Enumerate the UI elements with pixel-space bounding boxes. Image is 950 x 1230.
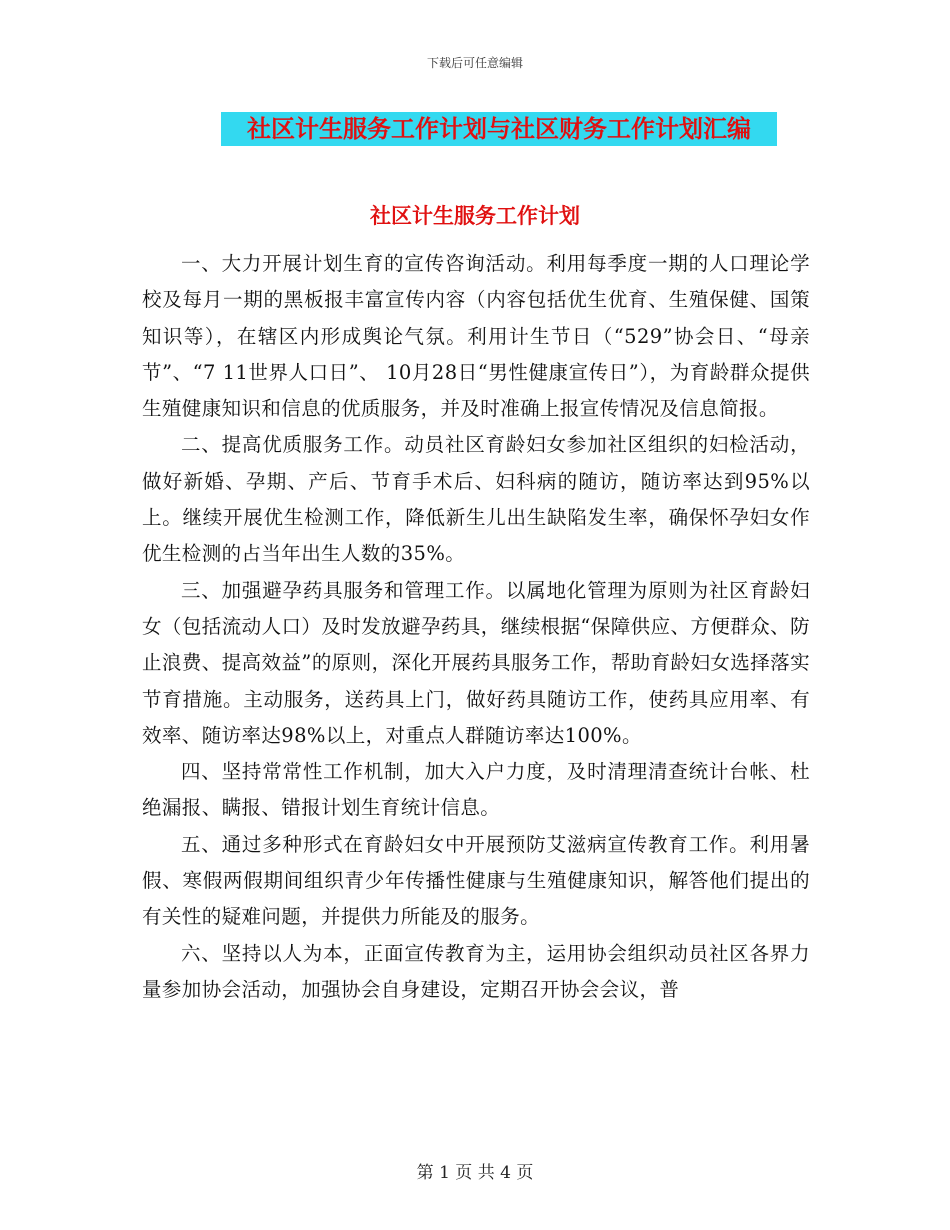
paragraph-1: 一、大力开展计划生育的宣传咨询活动。利用每季度一期的人口理论学校及每月一期的黑板报丰富宣传内容（内容包括优生优育、生殖保健、国策知识等），在辖区内形成舆论气氛。利用计生节日（“529”协会日、“母亲节”、“7 11世界人口日”、 10月28日“男性健康宣传日”），为育龄群众提供生殖健康知识和信息的优质服务，并及时准确上报宣传情况及信息简报。 (142, 252, 810, 421)
paragraph-3: 三、加强避孕药具服务和管理工作。以属地化管理为原则为社区育龄妇女（包括流动人口）及时发放避孕药具，继续根据“保障供应、方便群众、防止浪费、提高效益”的原则，深化开展药具服务工作，帮助育龄妇女选择落实节育措施。主动服务，送药具上门，做好药具随访工作，使药具应用率、有效率、随访率达98%以上，对重点人群随访率达100%。 (142, 578, 810, 747)
paragraph-2: 二、提高优质服务工作。动员社区育龄妇女参加社区组织的妇检活动，做好新婚、孕期、产后、节育手术后、妇科病的随访，随访率达到95%以上。继续开展优生检测工作，降低新生儿出生缺陷发生率，确保怀孕妇女作优生检测的占当年出生人数的35%。 (142, 433, 810, 566)
paragraph-4: 四、坚持常常性工作机制，加大入户力度，及时清理清查统计台帐、杜绝漏报、瞒报、错报计划生育统计信息。 (142, 760, 810, 820)
page-header-note: 下载后可任意编辑 (426, 56, 523, 70)
paragraph-6: 六、坚持以人为本，正面宣传教育为主，运用协会组织动员社区各界力量参加协会活动，加强协会自身建设，定期召开协会会议，普 (142, 941, 810, 1001)
page-number-footer: 第 1 页 共 4 页 (416, 1163, 534, 1183)
paragraph-5: 五、通过多种形式在育龄妇女中开展预防艾滋病宣传教育工作。利用暑假、寒假两假期间组织青少年传播性健康与生殖健康知识，解答他们提出的有关性的疑难问题，并提供力所能及的服务。 (142, 832, 810, 929)
section-title: 社区计生服务工作计划 (370, 203, 580, 228)
document-main-title: 社区计生服务工作计划与社区财务工作计划汇编 (221, 112, 777, 146)
document-body (142, 246, 810, 1008)
